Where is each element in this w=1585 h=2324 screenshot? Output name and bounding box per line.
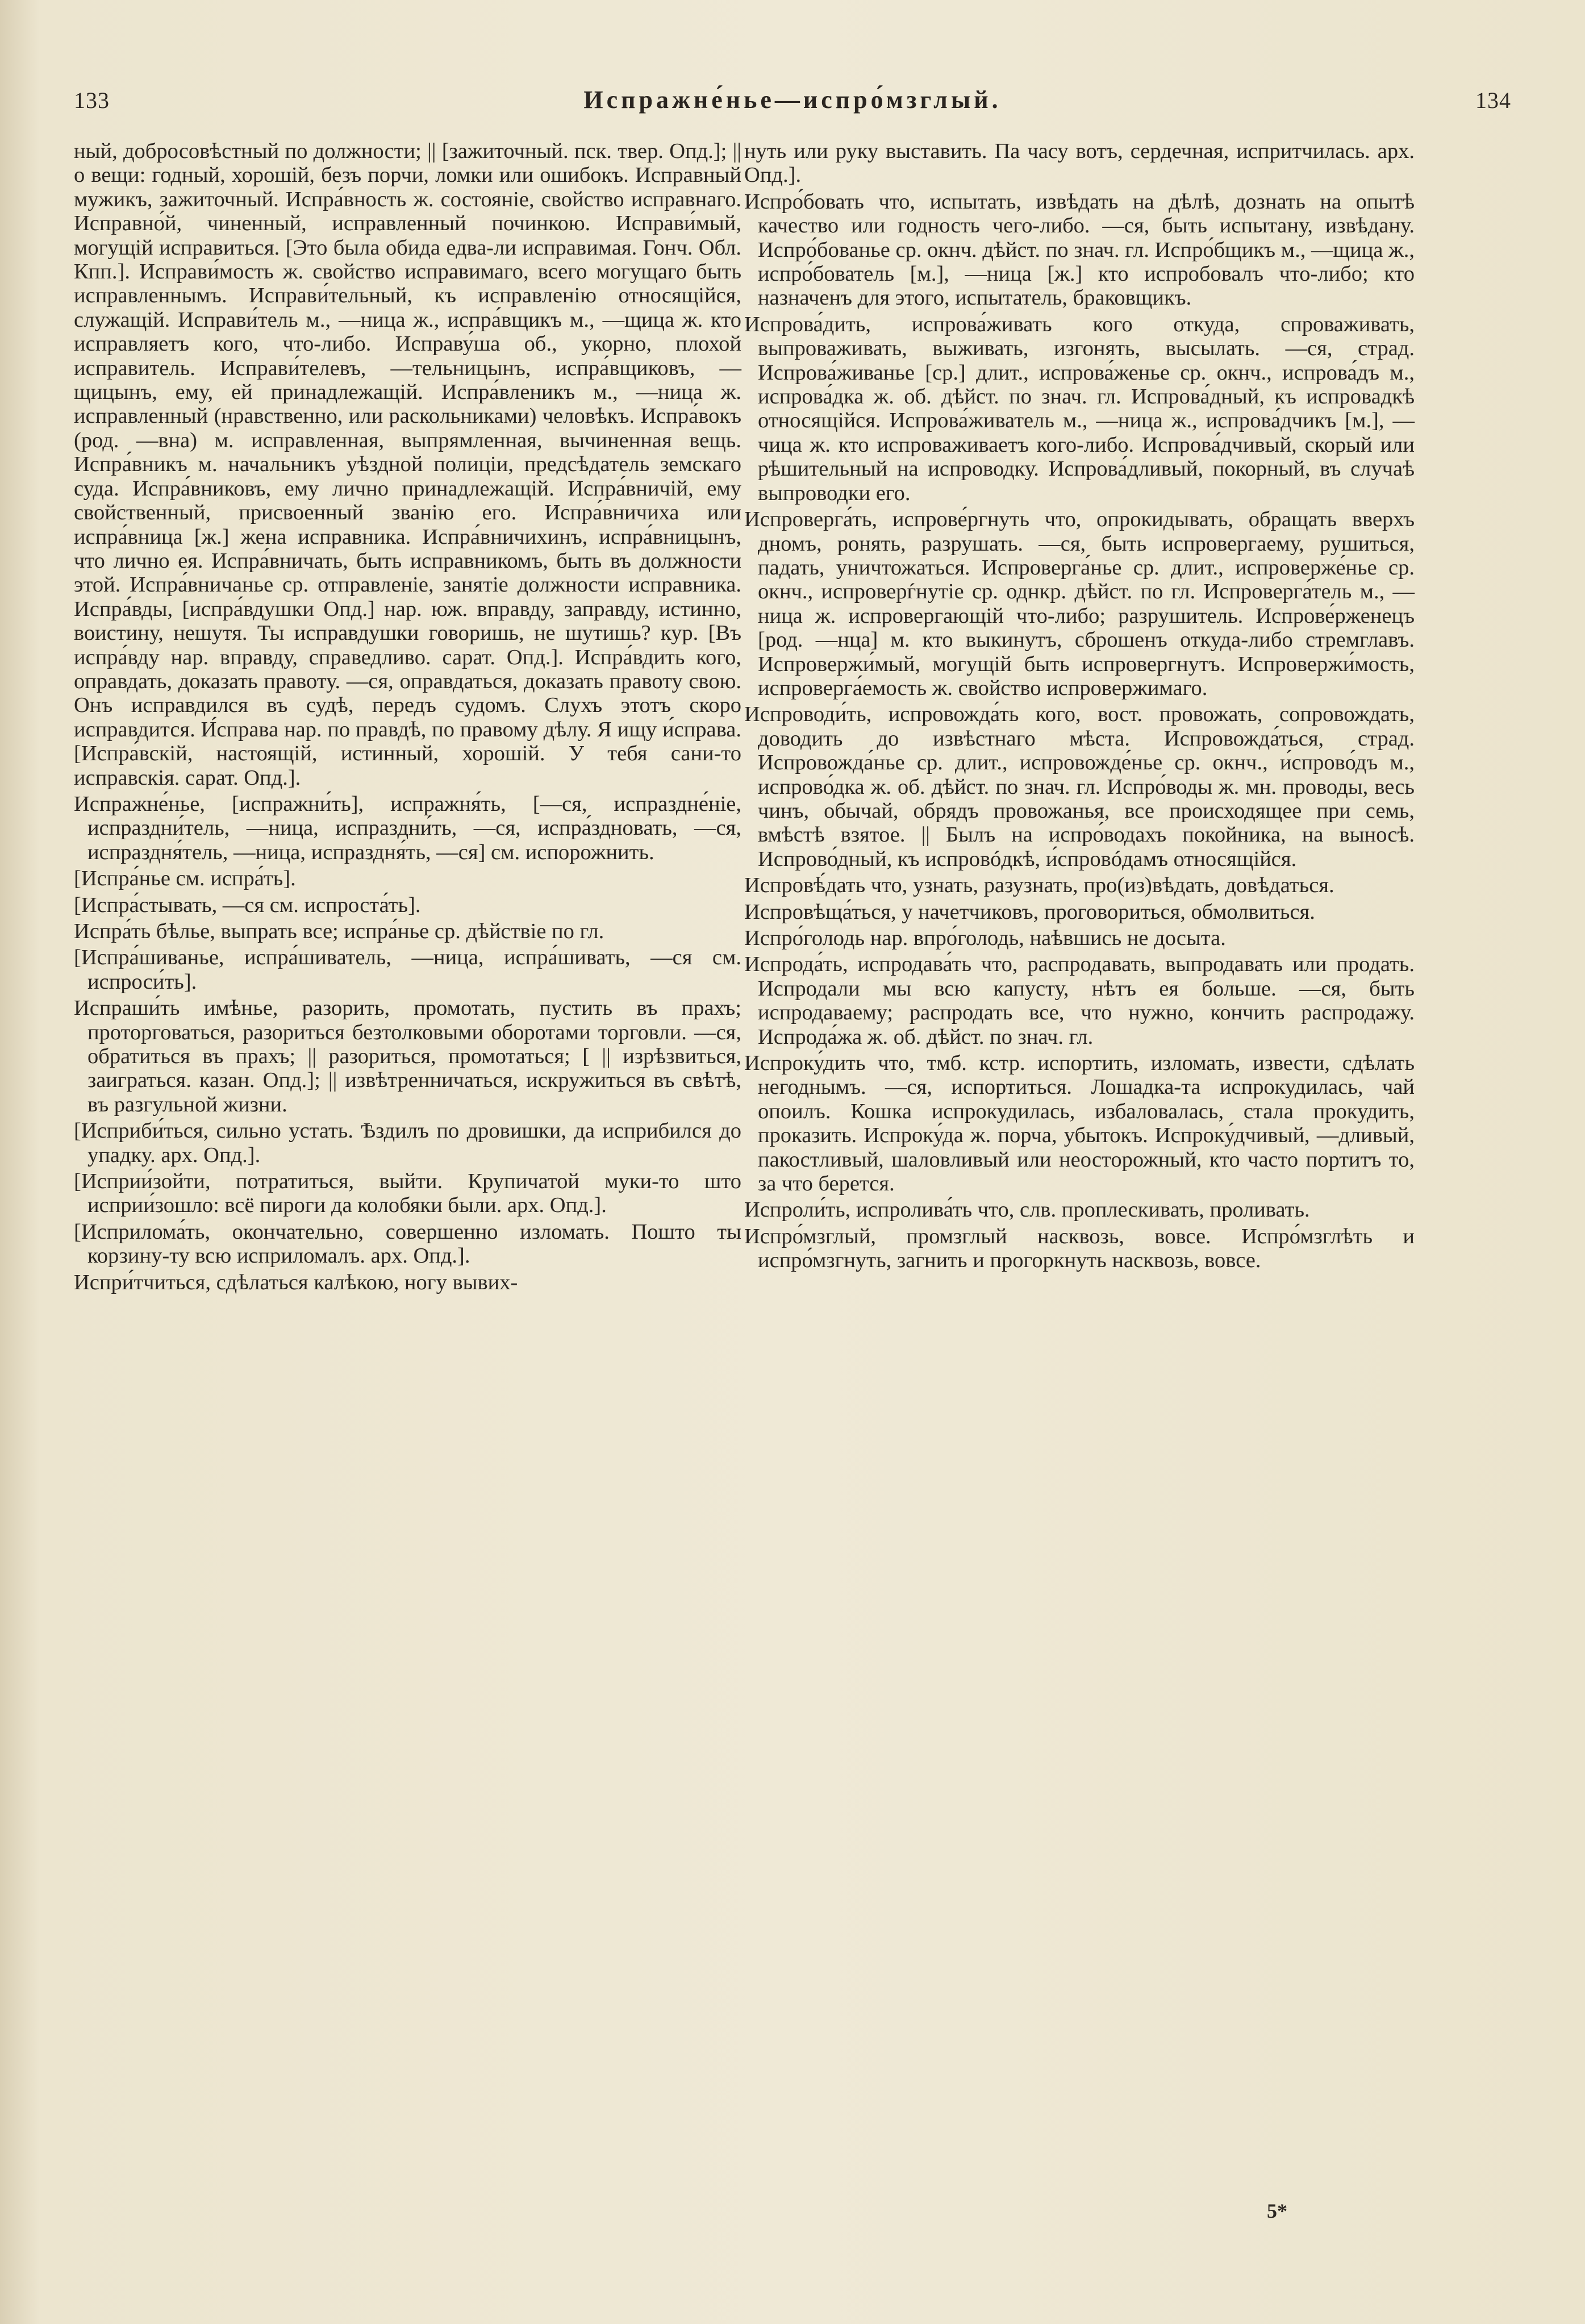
entry-ispritchitsya: Испри́тчиться, сдѣлаться калѣкою, ногу вывих- [74, 1270, 518, 1294]
entry-isprane: [Испра́нье см. испра́ть]. [74, 867, 296, 891]
entry-isprokudit: Испроку́дить что, тмб. кстр. испортить, изломать, извести, сдѣлать негоднымъ. —ся, испортиться. Лошадка-та испрокудилась, чай опоилъ. Кошка испрокудилась, избаловалась, стала прокудить, проказить. Испроку́да ж. порча, убытокъ. Испроку́дчивый, —дливый, пакостливый, шаловливый или неосторожный, кто часто портитъ то, за что берется. [744, 1051, 1415, 1196]
entry-isprobovat: Испро́бовать что, испытать, извѣдать на дѣлѣ, дознать на опытѣ качество или годность чего-либо. —ся, быть испытану, извѣдану. Испро́бованье ср. окнч. дѣйст. по знач. гл. Испро́бщикъ м., —щица ж., испро́бователь [м.], —ница [ж.] кто испробовалъ что-либо; кто назначенъ для этого, испытатель, браковщикъ. [744, 189, 1415, 310]
entry-isprastyvat: [Испра́стывать, —ся см. испроста́ть]. [74, 893, 421, 917]
entry-isprolit: Испроли́ть, испролива́ть что, слв. проплескивать, проливать. [744, 1198, 1310, 1222]
entry-ispravnyi-continued: ный, добросовѣстный по должности; || [зажиточный. пск. твер. Опд.]; || о вещи: годный, хорошій, безъ порчи, ломки или ошибокъ. Исправный мужикъ, зажиточный. Испра́вность ж. состояніе, свойство исправнаго. Исправно́й, чиненный, исправленный починкою. Исправи́мый, могущій исправиться. [Это была обида едва-ли исправимая. Гонч. Обл. Кпп.]. Исправи́мость ж. свойство исправимаго, всего могущаго быть исправленнымъ. Исправи́тельный, къ исправленію относящійся, служащій. Исправи́тель м., —ница ж., испра́вщикъ м., —щица ж. кто исправляетъ кого, что-либо. Исправу́ша об., укорно, плохой исправитель. Исправи́телевъ, —тельницынъ, испра́вщиковъ, —щицынъ, ему, ей принадлежащій. Испра́вленикъ м., —ница ж. исправленный (нравственно, или раскольниками) человѣкъ. Испра́вокъ (род. —вна) м. исправленная, выпрямленная, вычиненная вещь. Испра́вникъ м. начальникъ уѣздной полиціи, предсѣдатель земскаго суда. Испра́вниковъ, ему лично принадлежащій. Испра́вничій, ему свойственный, присвоенный званію его. Испра́вничиха или испра́вница [ж.] жена исправника. Испра́вничихинъ, испра́вницынъ, что лично ея. Испра́вничать, быть исправникомъ, быть въ должности этой. Испра́вничанье ср. отправленіе, занятіе должности исправника. Испра́вды, [испра́вдушки Опд.] нар. юж. вправду, заправду, истинно, воистину, нешутя. Ты исправдушки говоришь, не шутишь? кур. [Въ испра́вду нар. вправду, справедливо. сарат. Опд.]. Испра́вдить кого, оправдать, доказать правоту. —ся, оправдаться, доказать правоту свою. Онъ исправдился въ судѣ, передъ судомъ. Слухъ этотъ скоро исправдится. И́справа нар. по правдѣ, по правому дѣлу. Я ищу и́справа. [Испра́вскій, настоящій, истинный, хорошій. У тебя сани-то исправскія. сарат. Опд.]. [74, 139, 741, 790]
entry-isprodat: Испрода́ть, испродава́ть что, распродавать, выпродавать или продать. Испродали мы всю капусту, нѣтъ ея больше. —ся, быть испродаваему; распродать все, что нужно, кончить распродажу. Испрода́жа ж. об. дѣйст. по знач. гл. [744, 952, 1415, 1049]
left-page-number: 133 [74, 88, 110, 113]
running-head: Испражне́нье—испро́мзглый. [583, 86, 1002, 114]
left-column [74, 139, 741, 1297]
entry-isprovodit: Испроводи́ть, испровожда́ть кого, вост. провожать, сопровождать, доводить до извѣстнаго мѣста. Испровожда́ться, страд. Испровожда́нье ср. длит., испровожде́нье ср. окнч., и́спрово́дъ м., испрово́дка ж. об. дѣйст. по знач. гл. Испро́воды ж. мн. проводы, весь чинъ, обычай, обрядъ провожанья, все происходящее при семь, вмѣстѣ взятое. || Былъ на испро́водахъ покойника, на выносѣ. Испрово́дный, къ испровóдкѣ, и́спровóдамъ относящійся. [744, 702, 1415, 871]
entry-ispraznenie: Испражне́нье, [испражни́ть], испражня́ть, [—ся, испраздне́ніе, испраздни́тель, —ница, испраздни́ть, —ся, испра́здновать, —ся, испраздня́тель, —ница, испраздня́ть, —ся] см. испорожнить. [74, 792, 741, 864]
entry-ispriizoiti: [Исприи́зойти, потратиться, выйти. Крупичатой муки-то што исприи́зошло: всё пироги да колобяки были. арх. Опд.]. [74, 1169, 741, 1218]
entry-isprat: Испра́ть бѣлье, выпрать все; испра́нье ср. дѣйствіе по гл. [74, 919, 604, 943]
entry-isprovestchatsya: Испровѣща́ться, у начетчиковъ, проговориться, обмолвиться. [744, 899, 1315, 924]
entry-isprovedat: Испровѣ́дать что, узнать, разузнать, про(из)вѣдать, довѣдаться. [744, 873, 1334, 898]
entry-ispribitsya: [Исприби́ться, сильно устать. Ѣздилъ по дровишки, да исприбился до упадку. арх. Опд.]. [74, 1119, 741, 1167]
entry-ispritchitsya-continued: нуть или руку выставить. Па часу вотъ, сердечная, испритчилась. арх. Опд.]. [744, 139, 1415, 188]
entry-ispromzglyi: Испро́мзглый, промзглый насквозь, вовсе. Испро́мзглѣть и испро́мзгнуть, загнить и прогоркнуть насквозь, вовсе. [744, 1224, 1415, 1273]
right-column [744, 139, 1415, 1275]
entry-isprashivanie: [Испра́шиванье, испра́шиватель, —ница, испра́шивать, —ся см. испроси́ть]. [74, 946, 741, 994]
signature-mark: 5* [1267, 2200, 1287, 2222]
entry-isprovergat: Испроверга́ть, испрове́ргнуть что, опрокидывать, обращать вверхъ дномъ, ронять, разрушать. —ся, быть испровергаему, рушиться, падать, уничтожаться. Испроверга́нье ср. длит., испроверже́нье ср. окнч., испроверѓнутіе ср. однкр. дѣйст. по гл. Испроверга́тель м., —ница ж. испровергающій что-либо; разрушитель. Испрове́рженецъ [род. —нца] м. кто выкинутъ, сброшенъ откуда-либо стремглавъ. Испровержи́мый, могущій быть испровергнутъ. Испровержи́мость, испроверга́емость ж. свойство испровержимаго. [744, 507, 1415, 700]
entry-isprilomat: [Исприлома́ть, окончательно, совершенно изломать. Пошто ты корзину-ту всю исприломалъ. арх. Опд.]. [74, 1219, 741, 1268]
right-page-number: 134 [1475, 88, 1511, 113]
entry-isprashit: Испраши́ть имѣнье, разорить, промотать, пустить въ прахъ; проторговаться, разориться безтолковыми оборотами торговли. —ся, обратиться въ прахъ; || разориться, промотаться; [ || изрѣзвиться, заиграться. казан. Опд.]; || извѣтренничаться, искружиться въ свѣтѣ, въ разгульной жизни. [74, 996, 741, 1117]
page-header [74, 85, 1511, 125]
entry-isprovadit: Испрова́дить, испрова́живать кого откуда, спроваживать, выпроваживать, выживать, изгонять, высылать. —ся, страд. Испрова́живанье [ср.] длит., испрова́женье ср. окнч., испрова́дъ м., испрова́дка ж. об. дѣйст. по знач. гл. Испрова́дный, къ испровадкѣ относящійся. Испрова́живатель м., —ница ж., испрова́дчикъ [м.], —чица ж. кто испроваживаетъ кого-либо. Испрова́дчивый, скорый или рѣшительный на испроводку. Испрова́дливый, покорный, въ случаѣ выпроводки его. [744, 312, 1415, 505]
entry-isprogolod: Испро́голодь нар. впро́голодь, наѣвшись не досыта. [744, 926, 1226, 950]
